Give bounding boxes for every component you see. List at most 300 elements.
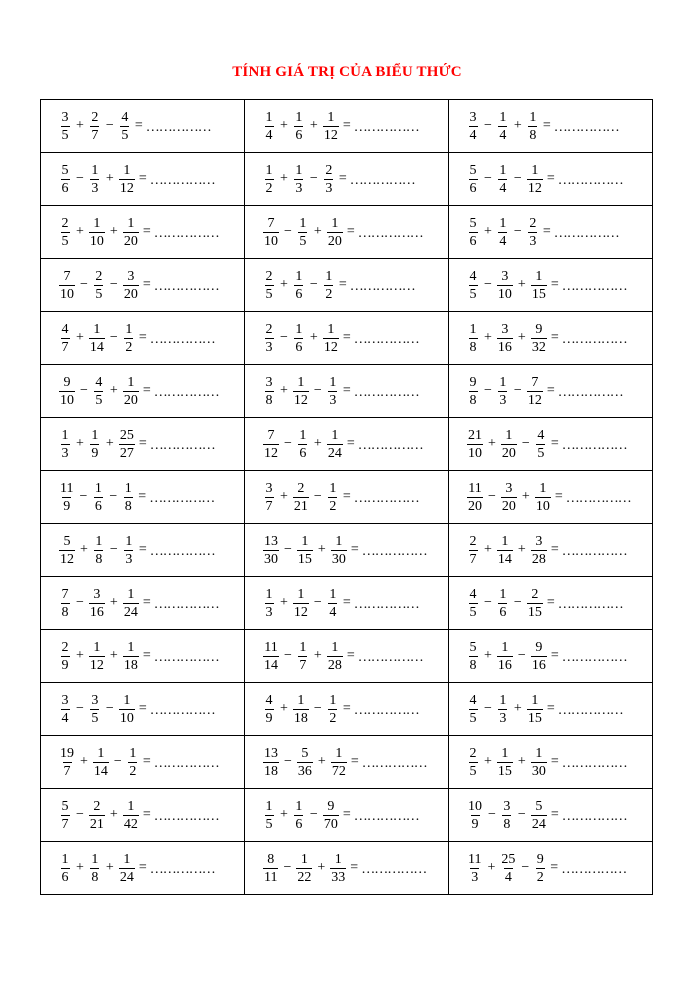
operator: + — [513, 118, 522, 133]
fraction — [263, 321, 275, 356]
answer-blank[interactable]: …………… — [561, 756, 627, 771]
numerator: 1 — [295, 321, 303, 337]
answer-blank[interactable]: …………… — [561, 544, 627, 559]
operator: − — [76, 701, 84, 716]
expression — [41, 577, 244, 629]
answer-blank[interactable]: …………… — [349, 279, 415, 294]
expression — [41, 365, 244, 417]
fraction — [531, 639, 547, 674]
denominator: 4 — [469, 127, 477, 143]
numerator: 5 — [535, 798, 543, 814]
answer-blank[interactable]: …………… — [561, 650, 627, 665]
denominator: 14 — [89, 339, 104, 355]
fraction — [327, 480, 339, 515]
answer-blank[interactable]: …………… — [361, 756, 427, 771]
expression — [449, 100, 652, 152]
operator: + — [517, 330, 526, 345]
equals-sign: = — [350, 860, 359, 875]
denominator: 9 — [265, 710, 273, 726]
fraction — [263, 480, 275, 515]
operator: + — [76, 330, 84, 345]
numerator: 2 — [325, 162, 333, 178]
expression — [245, 736, 448, 788]
fraction — [263, 533, 279, 568]
denominator: 4 — [499, 180, 507, 196]
exercise-table-body — [41, 100, 653, 895]
answer-blank[interactable]: …………… — [353, 491, 419, 506]
fraction — [263, 109, 275, 144]
equals-sign: = — [342, 118, 351, 133]
fraction — [531, 798, 547, 833]
answer-blank[interactable]: …………… — [357, 226, 423, 241]
answer-blank[interactable]: …………… — [149, 862, 215, 877]
fraction — [89, 109, 101, 144]
numerator: 1 — [297, 692, 305, 708]
denominator: 3 — [529, 233, 537, 249]
numerator: 3 — [265, 480, 273, 496]
equals-sign: = — [550, 542, 559, 557]
answer-blank[interactable]: …………… — [357, 650, 423, 665]
fraction — [467, 745, 479, 780]
denominator: 6 — [295, 816, 303, 832]
operator: + — [309, 330, 318, 345]
numerator: 1 — [125, 533, 133, 549]
answer-blank[interactable]: …………… — [553, 226, 619, 241]
denominator: 12 — [527, 180, 542, 196]
exercise-row — [41, 100, 653, 153]
denominator: 16 — [89, 604, 104, 620]
fraction — [122, 480, 134, 515]
denominator: 15 — [527, 710, 542, 726]
answer-blank[interactable]: …………… — [149, 173, 215, 188]
fraction — [297, 215, 309, 250]
numerator: 1 — [331, 215, 339, 231]
denominator: 8 — [469, 339, 477, 355]
numerator: 5 — [61, 162, 69, 178]
fraction — [123, 586, 139, 621]
operator: − — [313, 701, 322, 716]
operator: − — [284, 224, 292, 239]
operator: + — [76, 436, 84, 451]
operator: + — [105, 171, 114, 186]
equals-sign: = — [542, 224, 551, 239]
answer-blank[interactable]: …………… — [361, 544, 427, 559]
answer-blank[interactable]: …………… — [349, 173, 415, 188]
denominator: 5 — [95, 392, 103, 408]
operator: + — [309, 118, 318, 133]
fraction — [330, 851, 346, 886]
operator: + — [317, 860, 326, 875]
denominator: 5 — [469, 604, 477, 620]
equals-sign: = — [138, 171, 147, 186]
operator: + — [484, 542, 492, 557]
answer-blank[interactable]: …………… — [153, 809, 219, 824]
denominator: 6 — [295, 127, 303, 143]
numerator: 13 — [264, 745, 278, 761]
denominator: 2 — [129, 763, 137, 779]
fraction — [93, 533, 105, 568]
equals-sign: = — [346, 436, 355, 451]
expression — [41, 789, 244, 841]
answer-blank[interactable]: …………… — [565, 491, 631, 506]
denominator: 6 — [299, 445, 307, 461]
numerator: 7 — [267, 427, 275, 443]
fraction — [531, 268, 547, 303]
exercise-cell — [41, 100, 245, 153]
numerator: 1 — [325, 268, 333, 284]
fraction — [89, 639, 105, 674]
operator: + — [313, 648, 322, 663]
operator: + — [517, 754, 526, 769]
exercise-cell — [41, 630, 245, 683]
operator: + — [513, 701, 522, 716]
exercise-row — [41, 630, 653, 683]
denominator: 20 — [327, 233, 342, 249]
denominator: 12 — [119, 180, 134, 196]
answer-blank[interactable]: …………… — [557, 173, 623, 188]
denominator: 18 — [123, 657, 138, 673]
fraction — [467, 215, 479, 250]
numerator: 1 — [124, 480, 132, 496]
equals-sign: = — [342, 701, 351, 716]
denominator: 5 — [265, 286, 273, 302]
denominator: 20 — [468, 498, 482, 514]
denominator: 30 — [331, 551, 346, 567]
answer-blank[interactable]: …………… — [153, 226, 219, 241]
worksheet-title: TÍNH GIÁ TRỊ CỦA BIỂU THỨC — [232, 64, 462, 80]
numerator: 3 — [265, 374, 273, 390]
equals-sign: = — [142, 224, 151, 239]
answer-blank[interactable]: …………… — [553, 120, 619, 135]
denominator: 28 — [327, 657, 342, 673]
exercise-cell — [449, 418, 653, 471]
fraction — [119, 109, 131, 144]
denominator: 5 — [299, 233, 307, 249]
answer-blank[interactable]: …………… — [149, 544, 215, 559]
exercise-cell — [245, 842, 449, 895]
numerator: 4 — [265, 692, 273, 708]
numerator: 2 — [469, 533, 477, 549]
exercise-cell — [449, 259, 653, 312]
operator: + — [280, 383, 288, 398]
answer-blank[interactable]: …………… — [353, 597, 419, 612]
exercise-row — [41, 524, 653, 577]
denominator: 6 — [94, 498, 102, 514]
fraction — [527, 692, 543, 727]
fraction — [59, 109, 71, 144]
exercise-cell — [245, 365, 449, 418]
equals-sign: = — [546, 171, 555, 186]
expression — [41, 206, 244, 258]
denominator: 10 — [535, 498, 550, 514]
operator: − — [488, 807, 496, 822]
operator: + — [484, 648, 492, 663]
numerator: 1 — [295, 109, 303, 125]
fraction — [323, 268, 335, 303]
expression — [245, 153, 448, 205]
fraction — [467, 586, 479, 621]
equals-sign: = — [138, 489, 147, 504]
numerator: 1 — [127, 374, 135, 390]
fraction — [497, 321, 513, 356]
fraction — [89, 692, 101, 727]
answer-blank[interactable]: …………… — [153, 279, 219, 294]
fraction — [467, 798, 483, 833]
denominator: 8 — [503, 816, 511, 832]
numerator: 1 — [129, 745, 137, 761]
equals-sign: = — [138, 860, 147, 875]
equals-sign: = — [550, 436, 559, 451]
exercise-cell — [245, 789, 449, 842]
equals-sign: = — [554, 489, 563, 504]
fraction — [293, 109, 305, 144]
expression — [245, 365, 448, 417]
denominator: 24 — [119, 869, 134, 885]
numerator: 9 — [469, 374, 477, 390]
numerator: 9 — [327, 798, 335, 814]
numerator: 4 — [469, 586, 477, 602]
fraction — [123, 639, 139, 674]
operator: + — [76, 648, 84, 663]
fraction — [59, 268, 75, 303]
answer-blank[interactable]: …………… — [353, 703, 419, 718]
answer-blank[interactable]: …………… — [149, 703, 215, 718]
numerator: 9 — [535, 321, 543, 337]
answer-blank[interactable]: …………… — [145, 120, 211, 135]
operator: − — [309, 807, 318, 822]
exercise-cell — [41, 471, 245, 524]
equals-sign: = — [138, 436, 147, 451]
fraction — [59, 586, 71, 621]
exercise-cell — [41, 259, 245, 312]
fraction — [534, 851, 546, 886]
numerator: 1 — [93, 639, 101, 655]
answer-blank[interactable]: …………… — [353, 809, 419, 824]
denominator: 2 — [325, 286, 333, 302]
fraction — [263, 586, 275, 621]
fraction — [467, 321, 479, 356]
numerator: 3 — [501, 268, 509, 284]
expression — [449, 736, 652, 788]
fraction — [263, 851, 278, 886]
expression — [245, 789, 448, 841]
numerator: 1 — [61, 427, 69, 443]
answer-blank[interactable]: …………… — [153, 385, 219, 400]
denominator: 12 — [323, 339, 338, 355]
exercise-row — [41, 842, 653, 895]
exercise-cell — [245, 418, 449, 471]
numerator: 1 — [91, 427, 99, 443]
answer-blank[interactable]: …………… — [361, 862, 427, 877]
answer-blank[interactable]: …………… — [561, 809, 627, 824]
exercise-cell — [245, 100, 449, 153]
denominator: 8 — [469, 657, 477, 673]
fraction — [59, 639, 71, 674]
exercise-cell — [449, 577, 653, 630]
numerator: 3 — [535, 533, 543, 549]
equals-sign: = — [142, 383, 151, 398]
equals-sign: = — [550, 277, 559, 292]
exercise-row — [41, 577, 653, 630]
operator: + — [80, 754, 88, 769]
numerator: 1 — [505, 427, 513, 443]
answer-blank[interactable]: …………… — [153, 650, 219, 665]
numerator: 1 — [327, 321, 335, 337]
fraction — [59, 480, 74, 515]
denominator: 6 — [499, 604, 507, 620]
fraction — [501, 427, 517, 462]
denominator: 36 — [297, 763, 312, 779]
numerator: 2 — [265, 268, 273, 284]
expression — [245, 524, 448, 576]
denominator: 11 — [264, 869, 278, 885]
denominator: 10 — [60, 392, 74, 408]
denominator: 4 — [329, 604, 337, 620]
equals-sign: = — [338, 171, 347, 186]
fraction — [497, 639, 513, 674]
numerator: 1 — [334, 851, 342, 867]
operator: − — [488, 489, 496, 504]
fraction — [293, 268, 305, 303]
answer-blank[interactable]: …………… — [557, 385, 623, 400]
denominator: 6 — [295, 286, 303, 302]
denominator: 9 — [471, 816, 479, 832]
fraction — [467, 851, 482, 886]
operator: − — [284, 754, 292, 769]
operator: + — [484, 754, 492, 769]
fraction — [293, 692, 309, 727]
numerator: 2 — [93, 798, 101, 814]
fraction — [327, 692, 339, 727]
fraction — [123, 798, 139, 833]
answer-blank[interactable]: …………… — [149, 438, 215, 453]
operator: − — [313, 489, 322, 504]
expression — [245, 577, 448, 629]
denominator: 7 — [63, 763, 71, 779]
denominator: 5 — [265, 816, 273, 832]
expression — [245, 842, 448, 894]
answer-blank[interactable]: …………… — [149, 491, 215, 506]
answer-blank[interactable]: …………… — [353, 120, 419, 135]
expression — [41, 471, 244, 523]
numerator: 19 — [60, 745, 74, 761]
numerator: 1 — [127, 586, 135, 602]
numerator: 7 — [63, 268, 71, 284]
fraction — [263, 162, 275, 197]
numerator: 8 — [267, 851, 275, 867]
fraction — [467, 533, 479, 568]
denominator: 3 — [329, 392, 337, 408]
operator: − — [284, 436, 292, 451]
numerator: 3 — [505, 480, 513, 496]
exercise-cell — [245, 630, 449, 683]
answer-blank[interactable]: …………… — [153, 597, 219, 612]
fraction — [123, 268, 139, 303]
operator: + — [317, 542, 326, 557]
fraction — [123, 374, 139, 409]
expression — [449, 206, 652, 258]
answer-blank[interactable]: …………… — [149, 332, 215, 347]
denominator: 12 — [60, 551, 74, 567]
operator: − — [517, 648, 526, 663]
numerator: 1 — [535, 745, 543, 761]
numerator: 1 — [95, 533, 103, 549]
numerator: 3 — [127, 268, 135, 284]
numerator: 1 — [300, 851, 308, 867]
answer-blank[interactable]: …………… — [561, 438, 627, 453]
fraction — [327, 586, 339, 621]
answer-blank[interactable]: …………… — [353, 385, 419, 400]
denominator: 6 — [469, 180, 477, 196]
numerator: 11 — [468, 480, 482, 496]
equals-sign: = — [550, 754, 559, 769]
exercise-cell — [41, 524, 245, 577]
answer-blank[interactable]: …………… — [561, 862, 627, 877]
numerator: 1 — [299, 427, 307, 443]
numerator: 1 — [91, 851, 99, 867]
expression — [449, 789, 652, 841]
equals-sign: = — [138, 701, 147, 716]
operator: − — [484, 277, 492, 292]
expression — [449, 365, 652, 417]
denominator: 9 — [63, 498, 71, 514]
answer-blank[interactable]: …………… — [353, 332, 419, 347]
operator: + — [280, 171, 288, 186]
fraction — [327, 427, 343, 462]
operator: + — [484, 330, 492, 345]
numerator: 1 — [297, 586, 305, 602]
fraction — [497, 692, 509, 727]
equals-sign: = — [550, 648, 559, 663]
denominator: 5 — [537, 445, 545, 461]
operator: + — [280, 807, 288, 822]
answer-blank[interactable]: …………… — [561, 332, 627, 347]
operator: + — [109, 383, 118, 398]
fraction — [92, 480, 104, 515]
numerator: 1 — [265, 162, 273, 178]
fraction — [327, 374, 339, 409]
numerator: 7 — [61, 586, 69, 602]
answer-blank[interactable]: …………… — [561, 279, 627, 294]
numerator: 1 — [329, 374, 337, 390]
fraction — [93, 745, 109, 780]
expression — [245, 312, 448, 364]
answer-blank[interactable]: …………… — [357, 438, 423, 453]
expression — [245, 683, 448, 735]
numerator: 1 — [127, 798, 135, 814]
numerator: 2 — [61, 639, 69, 655]
numerator: 1 — [97, 745, 105, 761]
denominator: 3 — [265, 604, 273, 620]
denominator: 2 — [329, 710, 337, 726]
denominator: 5 — [469, 710, 477, 726]
answer-blank[interactable]: …………… — [153, 756, 219, 771]
fraction — [59, 321, 71, 356]
operator: − — [484, 118, 492, 133]
operator: − — [109, 542, 118, 557]
operator: − — [513, 171, 522, 186]
exercise-cell — [449, 312, 653, 365]
operator: + — [280, 118, 288, 133]
numerator: 1 — [499, 374, 507, 390]
denominator: 3 — [125, 551, 133, 567]
equals-sign: = — [550, 807, 559, 822]
denominator: 3 — [471, 869, 479, 885]
fraction — [89, 851, 101, 886]
answer-blank[interactable]: …………… — [557, 597, 623, 612]
answer-blank[interactable]: …………… — [557, 703, 623, 718]
numerator: 1 — [501, 639, 509, 655]
